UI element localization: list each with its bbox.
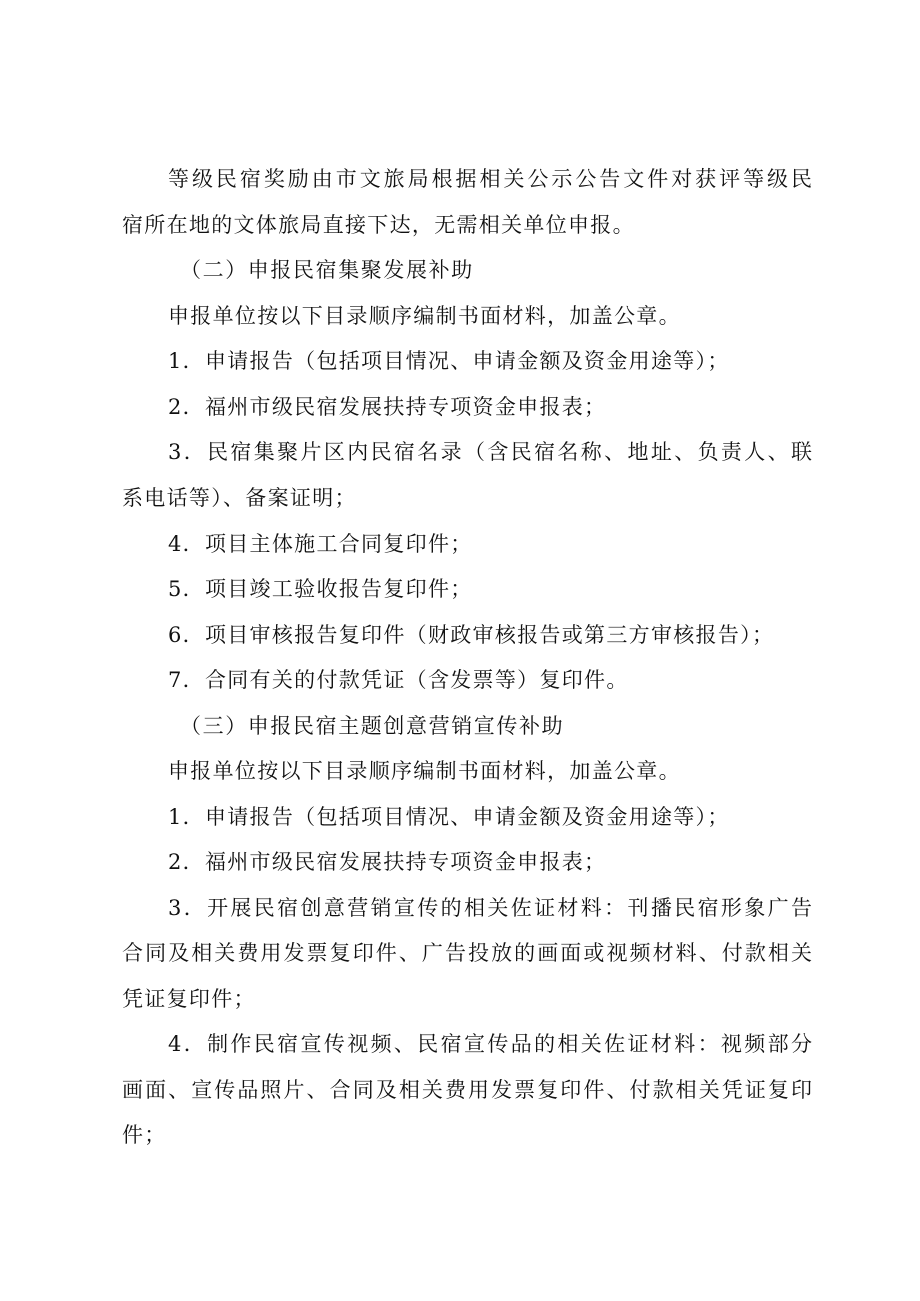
section-heading: （二）申报民宿集聚发展补助 (180, 258, 474, 282)
list-item: 3．民宿集聚片区内民宿名录（含民宿名称、地址、负责人、联 (168, 440, 812, 464)
list-item: 5．项目竣工验收报告复印件； (168, 577, 473, 601)
list-item: 2．福州市级民宿发展扶持专项资金申报表； (168, 850, 607, 874)
list-item: 4．项目主体施工合同复印件； (168, 532, 473, 556)
paragraph-line: 宿所在地的文体旅局直接下达，无需相关单位申报。 (122, 213, 635, 237)
list-item: 6．项目审核报告复印件（财政审核报告或第三方审核报告）； (168, 623, 775, 647)
list-item: 4．制作民宿宣传视频、民宿宣传品的相关佐证材料：视频部分 (168, 1032, 812, 1056)
paragraph-line: 等级民宿奖励由市文旅局根据相关公示公告文件对获评等级民 (168, 167, 812, 191)
list-item-continuation: 系电话等）、备案证明； (122, 486, 357, 510)
list-item: 7．合同有关的付款凭证（含发票等）复印件。 (168, 668, 629, 692)
list-item: 2．福州市级民宿发展扶持专项资金申报表； (168, 395, 607, 419)
paragraph-line: 申报单位按以下目录顺序编制书面材料，加盖公章。 (168, 304, 681, 328)
list-item-continuation: 件； (122, 1123, 167, 1147)
list-item-continuation: 画面、宣传品照片、合同及相关费用发票复印件、付款相关凭证复印 (122, 1078, 812, 1102)
list-item-continuation: 凭证复印件； (122, 987, 256, 1011)
list-item: 1．申请报告（包括项目情况、申请金额及资金用途等）； (168, 349, 730, 373)
list-item: 1．申请报告（包括项目情况、申请金额及资金用途等）； (168, 805, 730, 829)
list-item: 3．开展民宿创意营销宣传的相关佐证材料：刊播民宿形象广告 (168, 896, 812, 920)
section-heading: （三）申报民宿主题创意营销宣传补助 (180, 714, 565, 738)
list-item-continuation: 合同及相关费用发票复印件、广告投放的画面或视频材料、付款相关 (122, 941, 812, 965)
paragraph-line: 申报单位按以下目录顺序编制书面材料，加盖公章。 (168, 759, 681, 783)
